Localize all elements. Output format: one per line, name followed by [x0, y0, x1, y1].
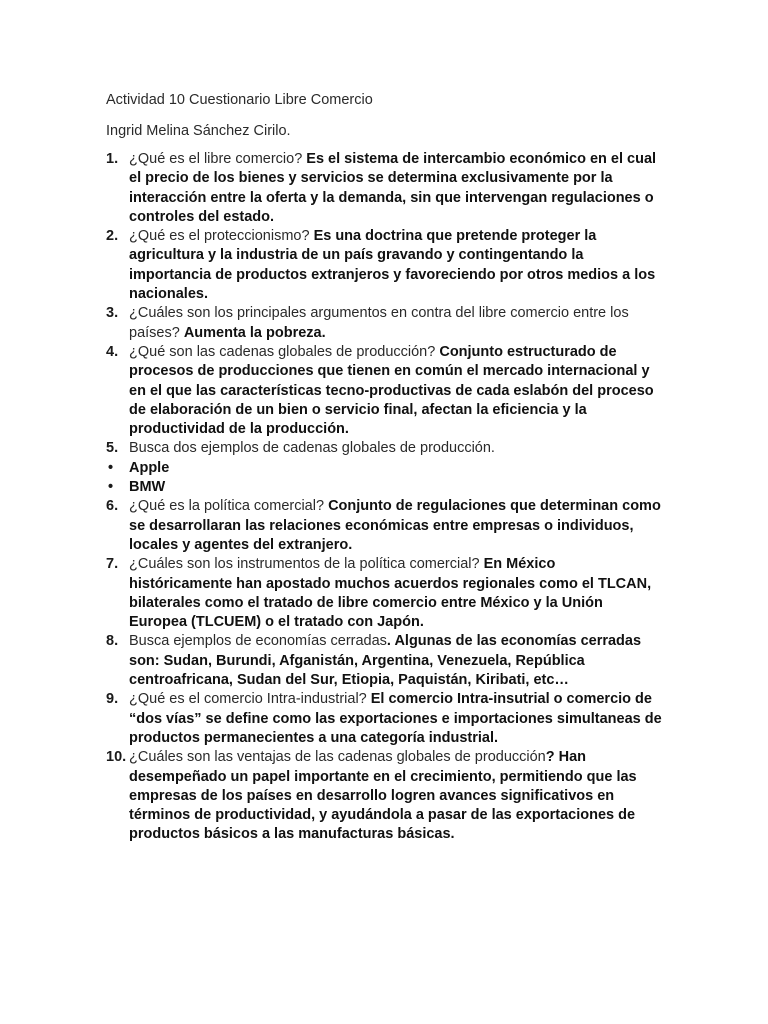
question-item: [106, 343, 662, 439]
bullet-item: [106, 478, 662, 497]
question-text: ¿Qué es el comercio Intra-industrial?: [129, 691, 371, 708]
answer-text: ? Han desempeñado un papel importante en el crecimiento, permitiendo que las empresas de los países en desarrollo logren avances significativos en términos de productividad, y ayudándola a pasar de las exportaciones de productos básicos a las manufacturas básicas.: [129, 749, 637, 843]
item-number: 7.: [106, 556, 119, 573]
question-text: ¿Cuáles son los instrumentos de la política comercial?: [129, 556, 484, 573]
document-title: Actividad 10 Cuestionario Libre Comercio: [106, 92, 373, 108]
item-number: 6.: [106, 498, 119, 515]
author-name: Ingrid Melina Sánchez Cirilo.: [106, 123, 291, 139]
item-number: 9.: [106, 691, 119, 708]
question-item: [106, 439, 662, 458]
answer-text: BMW: [129, 479, 166, 496]
answer-text: El comercio Intra-insutrial o comercio de “dos vías” se define como las exportaciones e importaciones simultaneas de productos permanecientes a una categoría industrial.: [129, 691, 662, 746]
bullet-item: [106, 459, 662, 478]
question-list: [106, 150, 662, 845]
answer-text: Es una doctrina que pretende proteger la agricultura y la industria de un país gravando y contingentando la importancia de productos extranjeros y favoreciendo por otros medios a los nacionales.: [129, 228, 656, 303]
question-item: [106, 150, 662, 227]
question-item: [106, 748, 662, 844]
item-number: 2.: [106, 228, 119, 245]
answer-text: Es el sistema de intercambio económico en el cual el precio de los bienes y servicios se determina exclusivamente por la interacción entre la oferta y la demanda, sin que intervengan regulaciones o controles del estado.: [129, 151, 657, 225]
answer-text: Apple: [129, 459, 170, 476]
question-text: ¿Qué es el libre comercio?: [129, 151, 307, 167]
question-text: ¿Qué son las cadenas globales de producción?: [129, 343, 440, 360]
question-text: ¿Qué es la política comercial?: [129, 498, 329, 515]
item-number: 3.: [106, 305, 119, 322]
question-item: [106, 632, 662, 690]
answer-text: . Algunas de las economías cerradas son: Sudan, Burundi, Afganistán, Argentina, Venezuela, República centroafricana, Sudan del Sur, Etiopia, Paquistán, Kiribati, etc…: [129, 633, 642, 689]
question-text: ¿Cuáles son los principales argumentos en contra del libre comercio entre los países?: [129, 305, 629, 341]
item-number: 10.: [106, 749, 127, 766]
answer-text: Conjunto estructurado de procesos de producciones que tienen en común el mercado internacional y en el que las características tecno-productivas de cada eslabón del proceso de elaboración de un bien o servicio final, afectan la eficiencia y la productividad de la producción.: [129, 343, 654, 438]
question-text: Busca ejemplos de economías cerradas: [129, 633, 387, 650]
question-item: [106, 497, 662, 555]
question-text: Busca dos ejemplos de cadenas globales de producción.: [129, 440, 495, 457]
question-text: ¿Qué es el proteccionismo?: [129, 228, 314, 245]
bullet-marker: •: [108, 459, 114, 476]
answer-text: Aumenta la pobreza.: [183, 324, 326, 341]
bullet-marker: •: [108, 479, 114, 496]
item-number: 8.: [106, 633, 119, 650]
item-number: 5.: [106, 440, 119, 457]
question-item: [106, 690, 662, 748]
item-number: 4.: [106, 343, 119, 360]
item-number: 1.: [106, 151, 119, 167]
question-item: [106, 555, 662, 632]
answer-text: En México históricamente han apostado muchos acuerdos regionales como el TLCAN, bilaterales como el tratado de libre comercio entre México y la Unión Europea (TLCUEM) o el tratado con Japón.: [129, 556, 652, 631]
answer-text: Conjunto de regulaciones que determinan como se desarrollaran las relaciones económicas entre empresas o individuos, locales y agentes del extranjero.: [129, 498, 661, 553]
question-text: ¿Cuáles son las ventajas de las cadenas globales de producción: [129, 749, 546, 766]
question-item: [106, 227, 662, 304]
question-item: [106, 304, 662, 343]
